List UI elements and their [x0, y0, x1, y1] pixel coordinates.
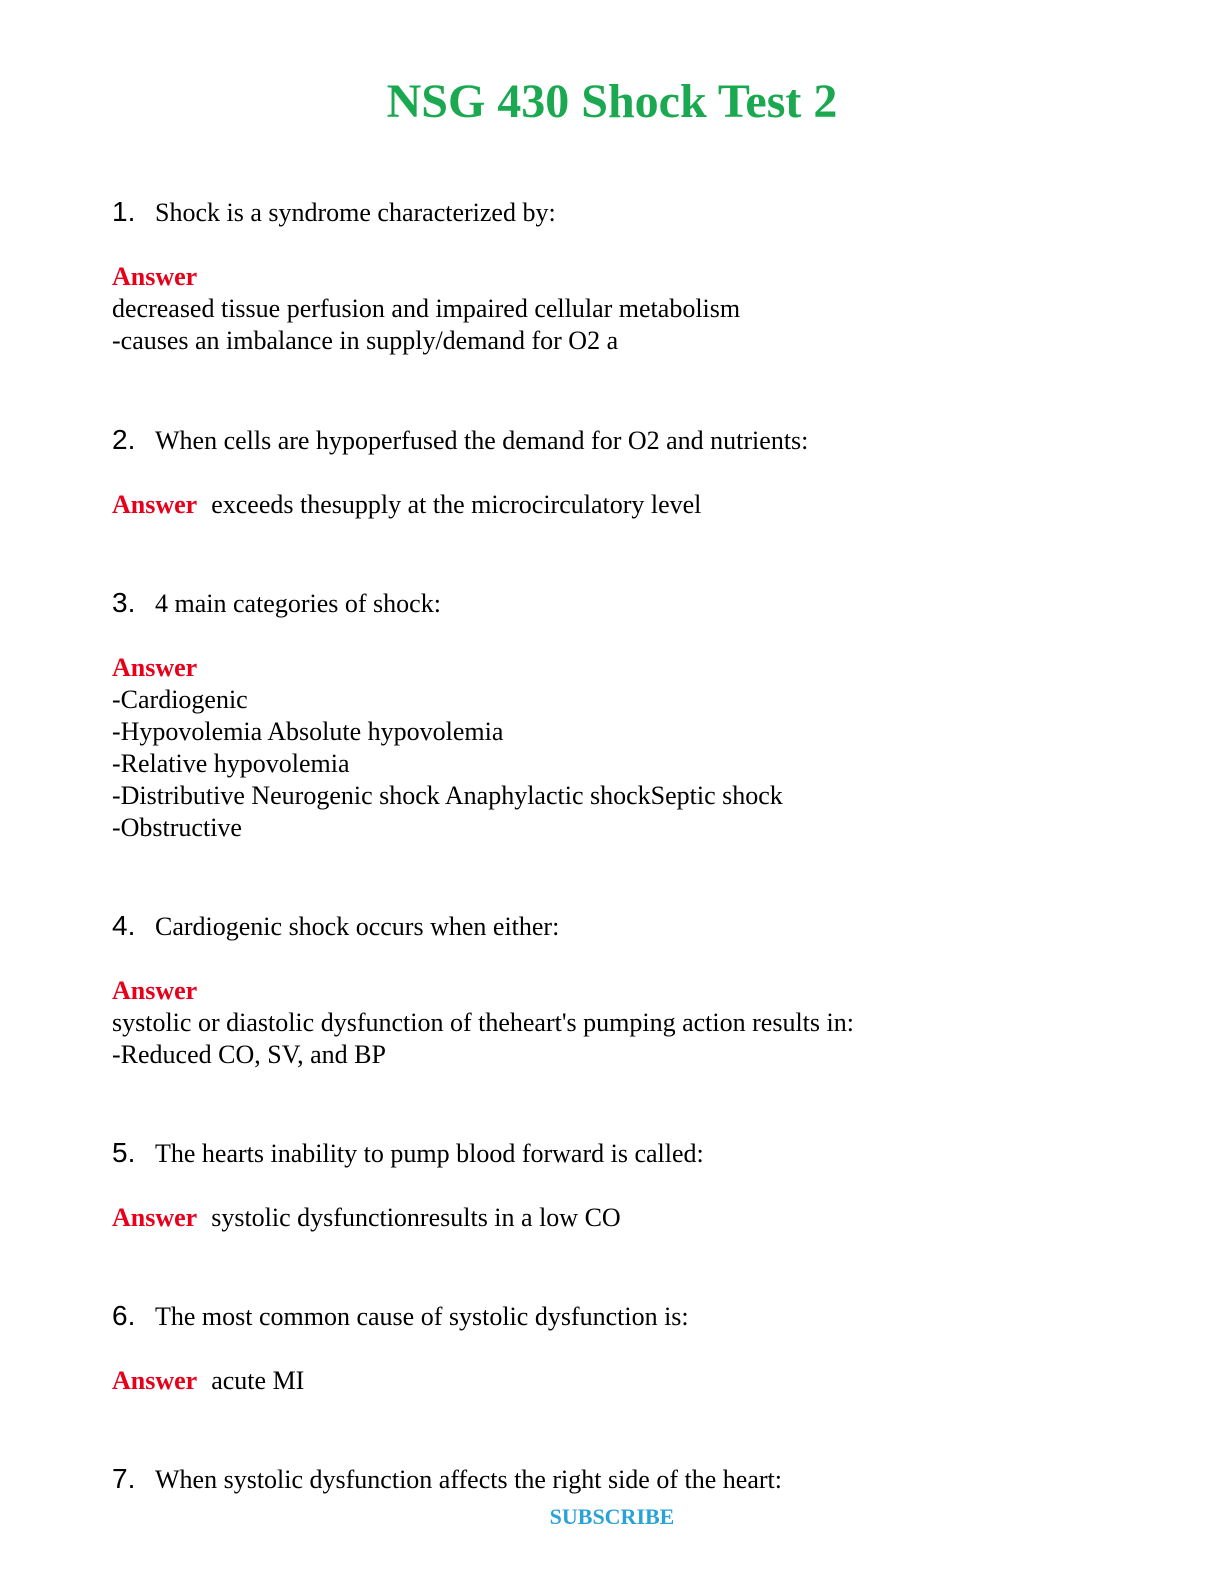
question-number: 3.: [112, 587, 136, 618]
question-text: The most common cause of systolic dysfunction is:: [155, 1302, 689, 1331]
answer-block: [112, 489, 1112, 521]
question-number: 7.: [112, 1463, 136, 1494]
answer-label: Answer: [112, 262, 198, 291]
answer-label: Answer: [112, 653, 198, 682]
question-number: 4.: [112, 910, 136, 941]
answer-line: -Distributive Neurogenic shock Anaphylactic shockSeptic shock: [112, 781, 783, 810]
answer-block: [112, 261, 1112, 357]
answer-line: systolic or diastolic dysfunction of theheart's pumping action results in:: [112, 1008, 854, 1037]
question-text: Shock is a syndrome characterized by:: [155, 198, 556, 227]
question-2: [112, 424, 1112, 521]
answer-block: [112, 975, 1112, 1071]
question-1: [112, 196, 1112, 357]
question-prompt: [112, 910, 1112, 943]
question-text: 4 main categories of shock:: [155, 589, 441, 618]
answer-label: Answer: [112, 976, 198, 1005]
question-text: The hearts inability to pump blood forward is called:: [155, 1139, 704, 1168]
subscribe-link[interactable]: SUBSCRIBE: [549, 1504, 675, 1529]
answer-line: -causes an imbalance in supply/demand for O2 a: [112, 326, 619, 355]
question-prompt: [112, 196, 1112, 229]
question-prompt: [112, 587, 1112, 620]
answer-text: exceeds thesupply at the microcirculatory level: [211, 490, 702, 519]
question-prompt: [112, 424, 1112, 457]
page-title: NSG 430 Shock Test 2: [386, 75, 838, 128]
answer-line: -Reduced CO, SV, and BP: [112, 1040, 386, 1069]
question-number: 2.: [112, 424, 136, 455]
answer-text: acute MI: [211, 1366, 305, 1395]
question-prompt: [112, 1300, 1112, 1333]
question-6: [112, 1300, 1112, 1397]
question-3: [112, 587, 1112, 844]
question-prompt: [112, 1463, 1112, 1496]
answer-block: [112, 652, 1112, 844]
answer-text: systolic dysfunctionresults in a low CO: [211, 1203, 621, 1232]
question-number: 1.: [112, 196, 136, 227]
answer-block: [112, 1202, 1112, 1234]
question-text: Cardiogenic shock occurs when either:: [155, 912, 560, 941]
question-text: When systolic dysfunction affects the right side of the heart:: [155, 1465, 782, 1494]
answer-label: Answer: [112, 490, 198, 519]
answer-label: Answer: [112, 1366, 198, 1395]
answer-line: -Cardiogenic: [112, 685, 248, 714]
question-prompt: [112, 1137, 1112, 1170]
question-number: 6.: [112, 1300, 136, 1331]
question-4: [112, 910, 1112, 1071]
answer-label: Answer: [112, 1203, 198, 1232]
question-5: [112, 1137, 1112, 1234]
question-number: 5.: [112, 1137, 136, 1168]
question-text: When cells are hypoperfused the demand for O2 and nutrients:: [155, 426, 809, 455]
answer-line: decreased tissue perfusion and impaired cellular metabolism: [112, 294, 741, 323]
answer-line: -Relative hypovolemia: [112, 749, 350, 778]
answer-line: -Hypovolemia Absolute hypovolemia: [112, 717, 504, 746]
answer-line: -Obstructive: [112, 813, 242, 842]
question-7: [112, 1463, 1112, 1496]
answer-block: [112, 1365, 1112, 1397]
